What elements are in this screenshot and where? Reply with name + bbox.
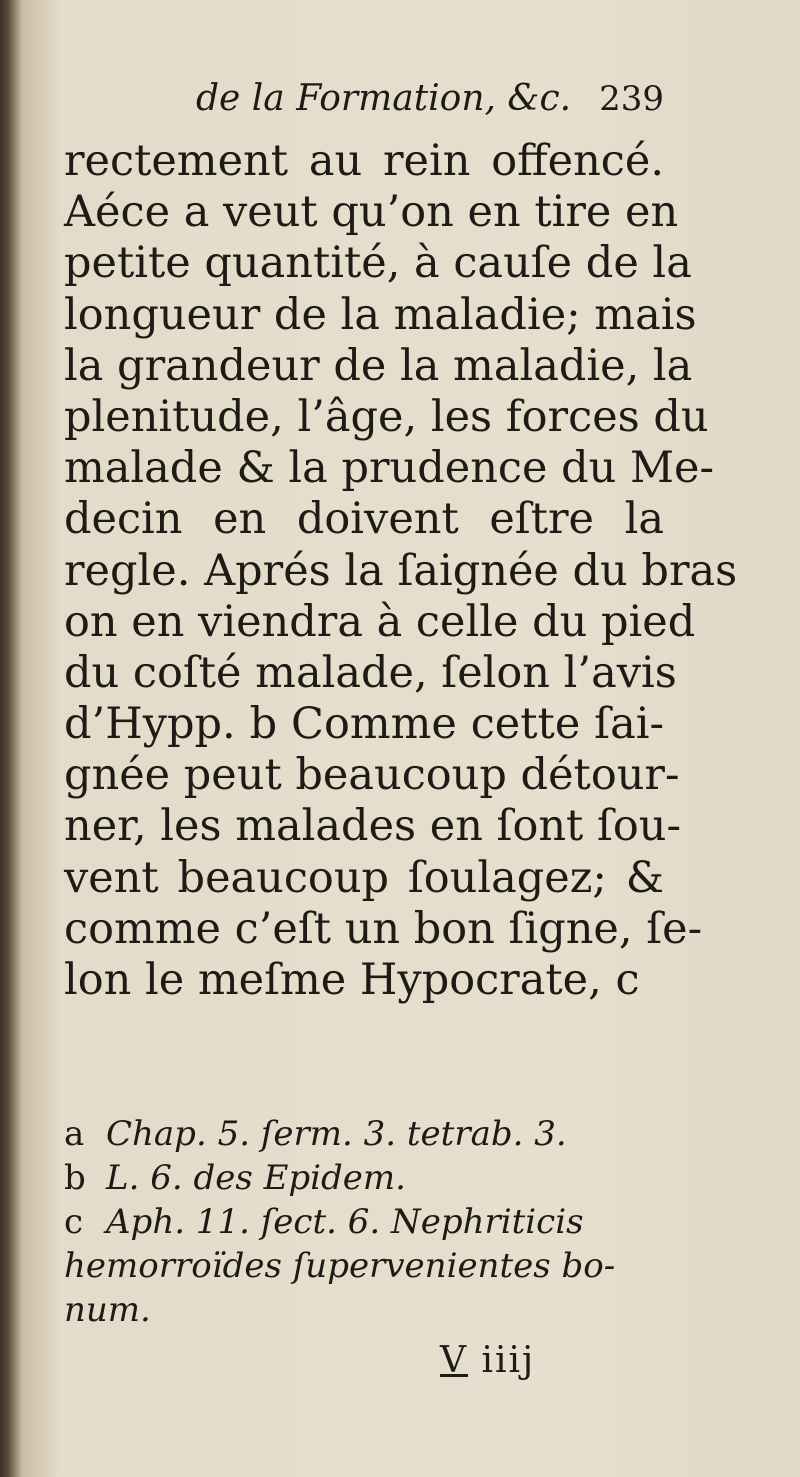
page-number: 239 [599, 79, 664, 119]
text-line: vent beaucoup ſoulagez; & [64, 852, 664, 903]
text-line: d’Hypp. b Comme cette ſai- [64, 699, 664, 750]
signature-letter: V [440, 1340, 468, 1381]
page-text-block [64, 78, 738, 1006]
footnote [64, 1156, 664, 1200]
body-text [64, 136, 738, 1006]
text-line: petite quantité, à cauſe de la [64, 238, 692, 289]
text-line: rectement au rein offencé. [64, 136, 664, 186]
footnote-continuation [64, 1244, 664, 1288]
text-line: decin en doivent eſtre la [64, 494, 664, 545]
text-line: Aéce a veut qu’on en tire en [64, 187, 679, 238]
footnote [64, 1200, 664, 1244]
text-line: plenitude, l’âge, les forces du [64, 391, 709, 442]
text-line: longueur de la maladie; mais [64, 289, 697, 340]
signature-mark [440, 1340, 535, 1381]
text-line: du coſté malade, ſelon l’avis [64, 647, 677, 698]
text-line: gnée peut beaucoup détour- [64, 750, 680, 801]
footnote-text: hemorroïdes ſupervenientes bo- [64, 1246, 616, 1286]
footnote-text: num. [64, 1290, 151, 1330]
text-line: regle. Aprés la ſaignée du bras [64, 545, 738, 596]
footnote [64, 1112, 664, 1156]
footnote-continuation [64, 1288, 664, 1332]
text-line: ner, les malades en ſont ſou- [64, 801, 682, 852]
text-line: lon le meſme Hypocrate, c [64, 955, 640, 1005]
footnote-text: Aph. 11. ſect. 6. Nephriticis [106, 1202, 584, 1242]
footnote-mark: b [64, 1158, 86, 1198]
text-line: la grandeur de la maladie, la [64, 340, 693, 391]
text-line: malade & la prudence du Me- [64, 443, 714, 494]
footnote-text: L. 6. des Epidem. [106, 1158, 406, 1198]
footnote-mark: c [64, 1202, 84, 1242]
running-title: de la Formation, &c. [196, 78, 572, 119]
footnote-mark: a [64, 1114, 85, 1154]
footnotes [64, 1112, 664, 1332]
text-line: on en viendra à celle du pied [64, 596, 696, 647]
text-line: comme c’eſt un bon ſigne, ſe- [64, 903, 703, 954]
signature-numeral: iiij [481, 1340, 536, 1381]
running-header [64, 78, 664, 134]
footnote-text: Chap. 5. ſerm. 3. tetrab. 3. [106, 1114, 567, 1154]
